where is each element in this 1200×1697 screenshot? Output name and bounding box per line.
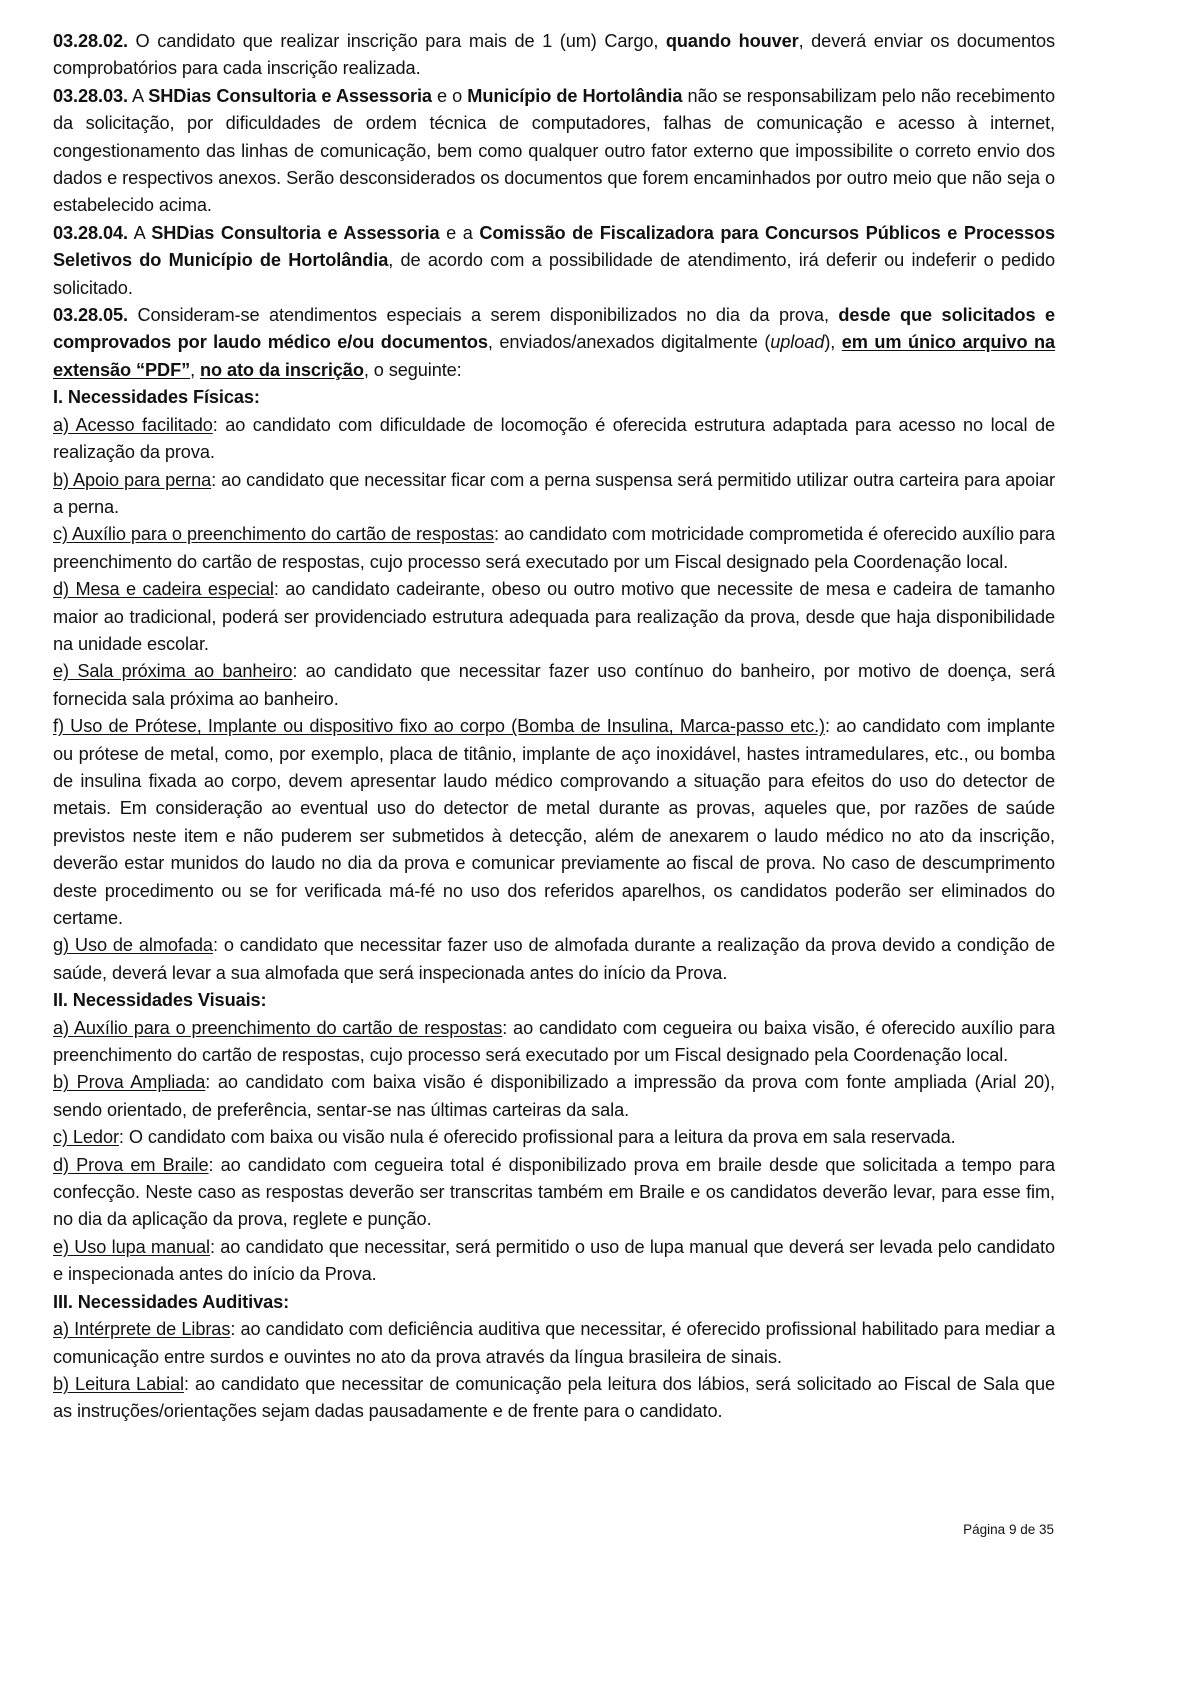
paragraph-03-28-05 — [53, 302, 1055, 384]
bold-underlined-text: no ato da inscrição — [199, 359, 364, 380]
item-label: a) Acesso facilitado — [53, 414, 213, 435]
bold-text: desde que solicitados e comprovados por laudo médico e/ou documentos — [53, 305, 1055, 353]
item-text: : ao candidato que necessitar fazer uso contínuo do banheiro, por motivo de doença, será fornecida sala próxima ao banheiro. — [53, 661, 1055, 709]
list-item — [53, 1371, 1055, 1426]
item-text: : ao candidato com baixa visão é disponibilizado a impressão da prova com fonte ampliada (Arial 20), sendo orientado, de preferência, sentar-se nas últimas carteiras da sala. — [53, 1072, 1055, 1120]
item-label: c) Ledor — [53, 1127, 119, 1148]
list-item — [53, 576, 1055, 658]
clause-number: 03.28.05. — [53, 305, 128, 326]
list-item — [53, 467, 1055, 522]
bold-text: Comissão de Fiscalizadora para Concursos Públicos e Processos Seletivos do Município de Hortolândia — [53, 222, 1056, 271]
item-text: : ao candidato que necessitar de comunicação pela leitura dos lábios, será solicitado ao Fiscal de Sala que as instruções/orientações sejam dadas pausadamente e de frente para o candidato. — [53, 1373, 1055, 1422]
bold-underlined-text: em um único arquivo na extensão “PDF” — [53, 332, 1055, 380]
clause-number: 03.28.04. — [53, 222, 128, 243]
paragraph-text: Consideram-se atendimentos especiais a serem disponibilizados no dia da prova, — [127, 305, 839, 326]
bold-text: quando houver — [665, 31, 799, 51]
clause-number: 03.28.03. — [53, 85, 128, 106]
section-heading-visual: II. Necessidades Visuais: — [53, 990, 267, 1011]
paragraph-03-28-04 — [53, 220, 1055, 302]
clause-number: 03.28.02. — [53, 31, 128, 51]
list-item — [53, 658, 1055, 713]
item-label: e) Uso lupa manual — [53, 1236, 210, 1257]
paragraph-text: ), — [824, 332, 842, 353]
item-text: : O candidato com baixa ou visão nula é oferecido profissional para a leitura da prova em sala reservada. — [118, 1127, 956, 1148]
list-item — [53, 1316, 1055, 1371]
list-item — [53, 1152, 1055, 1234]
paragraph-text: e o — [431, 85, 468, 106]
section-heading-physical: I. Necessidades Físicas: — [53, 387, 260, 408]
list-item — [53, 1234, 1055, 1289]
item-label: b) Leitura Labial — [53, 1373, 184, 1394]
item-label: a) Intérprete de Libras — [53, 1319, 231, 1340]
item-text: : ao candidato com cegueira ou baixa visão, é oferecido auxílio para preenchimento do cartão de respostas, cujo processo será executado por um Fiscal designado pela Coordenação local. — [53, 1017, 1055, 1066]
item-label: g) Uso de almofada — [53, 935, 213, 956]
paragraph-text: O candidato que realizar inscrição para mais de 1 (um) Cargo, — [127, 31, 666, 51]
item-text: : ao candidato com motricidade comprometida é oferecido auxílio para preenchimento do cartão de respostas, cujo processo será executado por um Fiscal designado pela Coordenação local. — [53, 524, 1055, 572]
page-number: Página 9 de 35 — [963, 1522, 1054, 1537]
item-text: : ao candidato cadeirante, obeso ou outro motivo que necessite de mesa e cadeira de tamanho maior ao tradicional, poderá ser providenciado estrutura adequada para realização da prova, desde que haja disponibilidade na unidade escolar. — [53, 579, 1055, 654]
section-heading-auditory: III. Necessidades Auditivas: — [53, 1291, 290, 1312]
bold-text: Município de Hortolândia — [467, 85, 683, 106]
bold-text: SHDias Consultoria e Assessoria — [148, 85, 432, 106]
item-text: : ao candidato com cegueira total é disponibilizado prova em braile desde que solicitada a tempo para confecção. Neste caso as respostas deverão ser transcritas também em Braile e os candidatos deverão levar, para esse fim, no dia da aplicação da prova, reglete e punção. — [53, 1154, 1056, 1230]
item-text: : ao candidato que necessitar ficar com a perna suspensa será permitido utilizar outra carteira para apoiar a perna. — [53, 469, 1055, 517]
item-text: : ao candidato com implante ou prótese de metal, como, por exemplo, placa de titânio, implante de aço inoxidável, hastes intramedulares, etc., ou bomba de insulina fixada ao corpo, devem apresentar laudo médico comprovando a situação para efeitos do uso do detector de metais. Em consideração ao eventual uso do detector de metal durante as provas, aqueles que, por razões de saúde previstos neste item e não puderem ser submetidos à detecção, além de anexarem o laudo médico no ato da inscrição, deverão estar munidos do laudo no dia da prova e comunicar previamente ao fiscal de prova. No caso de descumprimento deste procedimento ou se for verificada má-fé no uso dos referidos aparelhos, os candidatos poderão ser eliminados do certame. — [53, 716, 1056, 928]
paragraph-text: , o seguinte: — [363, 359, 462, 380]
list-item — [53, 521, 1055, 576]
paragraph-03-28-03 — [53, 83, 1055, 220]
bold-text: SHDias Consultoria e Assessoria — [151, 222, 440, 243]
list-item — [53, 412, 1055, 467]
paragraph-text: , enviados/anexados digitalmente ( — [487, 332, 771, 353]
item-label: d) Mesa e cadeira especial — [53, 579, 274, 600]
paragraph-text: , deverá enviar os documentos comprobatórios para cada inscrição realizada. — [53, 31, 1055, 79]
item-label: e) Sala próxima ao banheiro — [53, 661, 293, 682]
paragraph-text: A — [127, 222, 152, 243]
item-label: b) Apoio para perna — [53, 469, 212, 490]
paragraph-text: A — [127, 85, 149, 106]
paragraph-text: , de acordo com a possibilidade de atendimento, irá deferir ou indeferir o pedido solicitado. — [53, 250, 1055, 298]
list-item — [53, 1124, 1055, 1151]
item-label: f) Uso de Prótese, Implante ou dispositivo fixo ao corpo (Bomba de Insulina, Marca-passo etc.) — [53, 716, 826, 737]
item-text: : o candidato que necessitar fazer uso de almofada durante a realização da prova devido a condição de saúde, deverá levar a sua almofada que será inspecionada antes do início da Prova. — [53, 935, 1055, 983]
paragraph-03-28-02 — [53, 28, 1055, 83]
item-text: : ao candidato com deficiência auditiva que necessitar, é oferecido profissional habilitado para mediar a comunicação entre surdos e ouvintes no ato da prova através da língua brasileira de sinais. — [53, 1319, 1055, 1367]
item-label: d) Prova em Braile — [53, 1154, 209, 1175]
paragraph-text: não se responsabilizam pelo não recebimento da solicitação, por dificuldades de ordem técnica de computadores, falhas de comunicação e acesso à internet, congestionamento das linhas de comunicação, bem como qualquer outro fator externo que impossibilite o correto envio dos dados e respectivos anexos. Serão desconsiderados os documentos que forem encaminhados por outro meio que não seja o estabelecido acima. — [53, 85, 1055, 216]
item-text: : ao candidato que necessitar, será permitido o uso de lupa manual que deverá ser levada pelo candidato e inspecionada antes do início da Prova. — [53, 1236, 1056, 1285]
list-item — [53, 1015, 1055, 1070]
item-label: a) Auxílio para o preenchimento do cartão de respostas — [53, 1017, 503, 1038]
paragraph-text: e a — [439, 222, 480, 243]
document-body — [53, 28, 1055, 1426]
list-item — [53, 713, 1055, 932]
item-label: c) Auxílio para o preenchimento do cartão de respostas — [53, 524, 495, 545]
list-item — [53, 932, 1055, 987]
item-text: : ao candidato com dificuldade de locomoção é oferecida estrutura adaptada para acesso no local de realização da prova. — [53, 414, 1055, 463]
list-item — [53, 1069, 1055, 1124]
italic-text: upload — [770, 332, 825, 353]
item-label: b) Prova Ampliada — [53, 1072, 206, 1093]
paragraph-text: , — [190, 359, 200, 380]
